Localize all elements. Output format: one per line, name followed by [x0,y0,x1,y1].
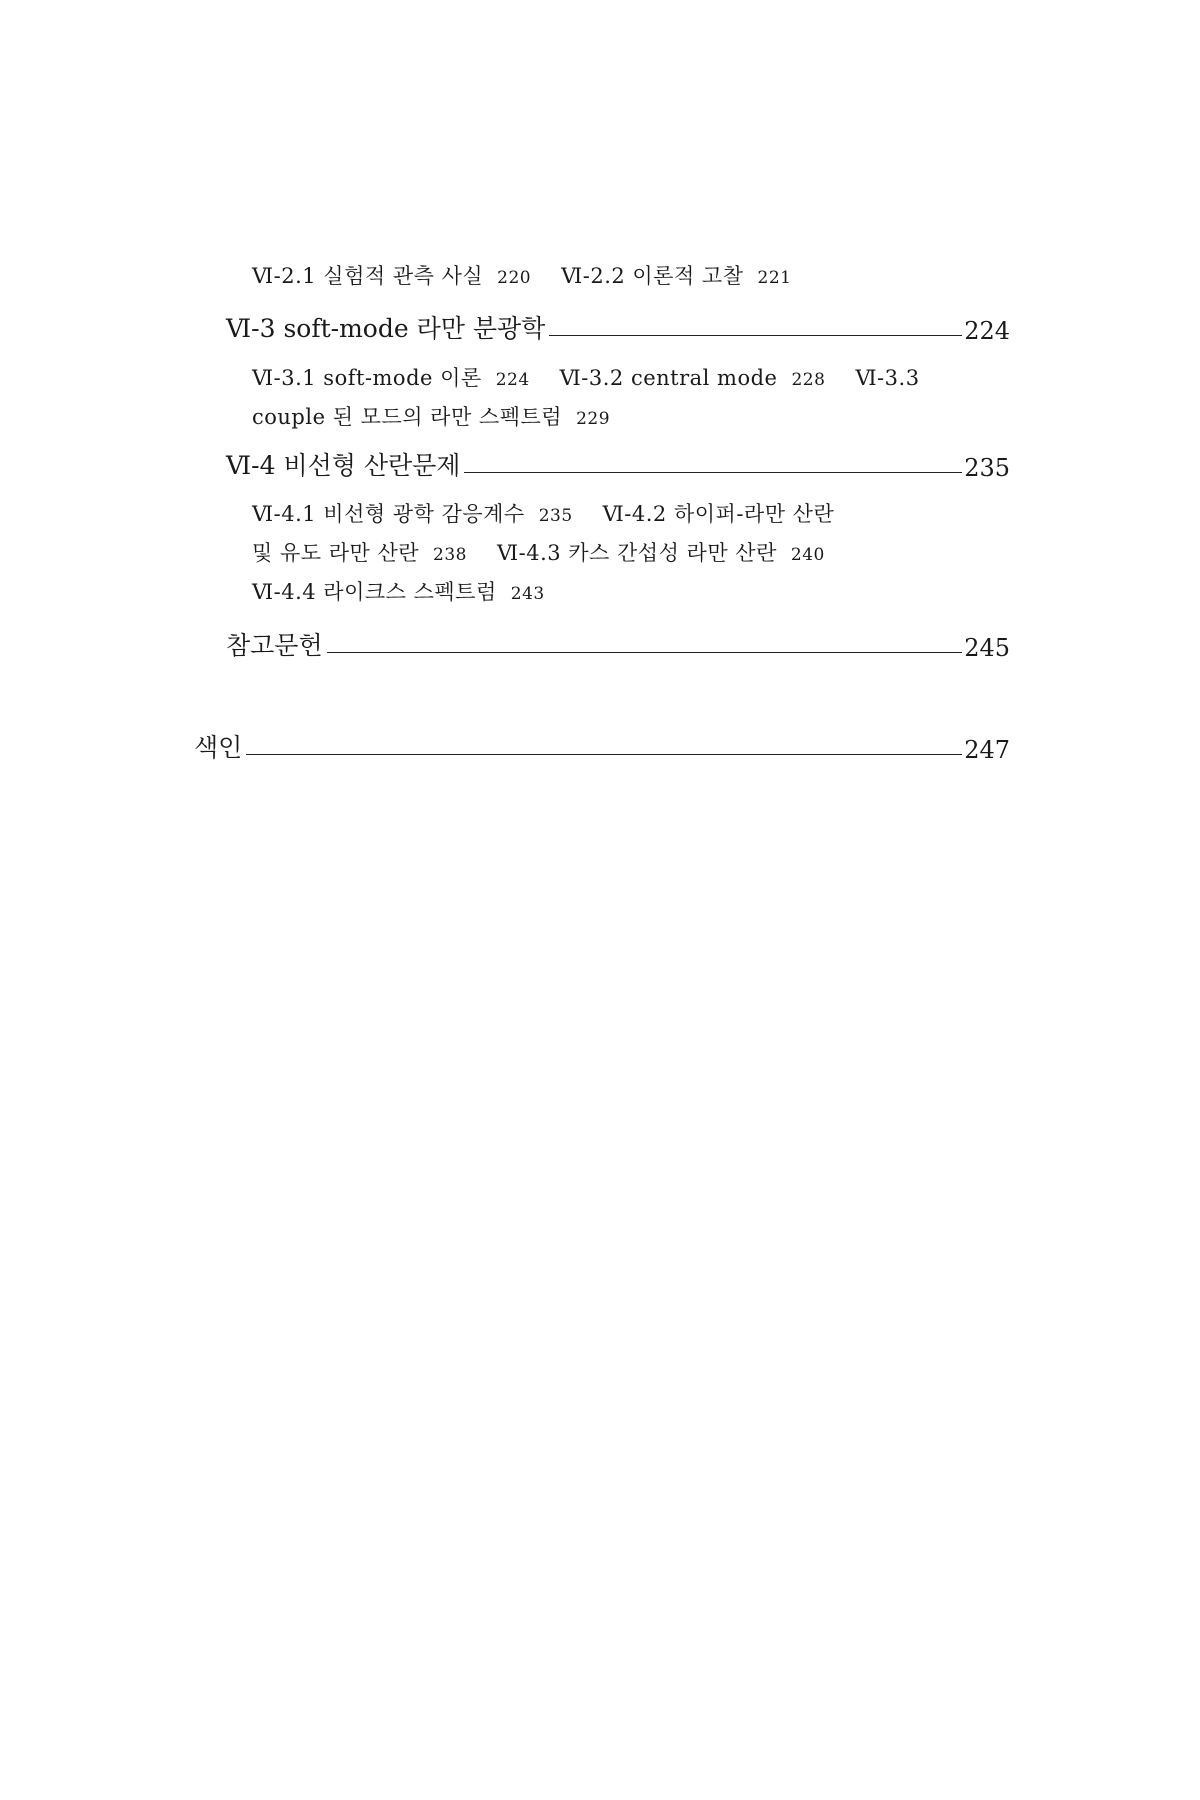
toc-subsection-label: Ⅵ-4.3 카스 간섭성 라만 산란 [496,541,777,565]
toc-subsection-block-vi-3 [252,360,972,438]
toc-subsection-label: Ⅵ-3.2 central mode [559,366,778,390]
toc-subsection-page: 235 [538,506,573,526]
toc-entry-title: Ⅵ-3 soft-mode 라만 분광학 [226,314,546,343]
toc-subsection-line [252,496,972,535]
toc-subsection-label: Ⅵ-2.1 실험적 관측 사실 [252,264,484,288]
toc-entry-page: 245 [964,634,1010,662]
toc-subsection-line [252,535,972,574]
toc-subsection-page: 228 [791,370,826,390]
toc-entry-page: 235 [964,454,1010,482]
toc-entry-references [226,626,1010,662]
toc-subsection-label: couple 된 모드의 라만 스펙트럼 [252,405,563,429]
toc-subsection-label: Ⅵ-3.1 soft-mode 이론 [252,366,482,390]
toc-subsection-line [252,360,972,399]
toc-entry-page: 224 [964,317,1010,345]
toc-subsection-page: 238 [433,545,467,565]
toc-entry-vi-4 [226,446,1010,482]
toc-subsection-page: 243 [510,584,545,604]
toc-leader-rule [549,335,962,336]
toc-leader-rule [327,652,963,653]
toc-entry-title: 색인 [194,733,243,762]
toc-subsection-label: Ⅵ-3.3 [855,366,920,390]
toc-subsection-label: 및 유도 라만 산란 [252,541,420,565]
toc-leader-rule [464,472,962,473]
toc-subsection-block-vi-2 [252,258,972,297]
toc-subsection-line [252,258,972,297]
toc-subsection-block-vi-4 [252,496,972,613]
toc-subsection-page: 221 [757,268,792,288]
toc-subsection-label: Ⅵ-4.1 비선형 광학 감응계수 [252,502,525,526]
toc-entry-title: 참고문헌 [226,631,323,660]
toc-entry-index [194,728,1010,764]
toc-subsection-page: 220 [497,268,532,288]
toc-subsection-page: 224 [495,370,530,390]
toc-entry-page: 247 [964,736,1010,764]
toc-subsection-label: Ⅵ-4.4 라이크스 스펙트럼 [252,580,497,604]
toc-subsection-page: 240 [790,545,825,565]
toc-subsection-label: Ⅵ-2.2 이론적 고찰 [561,264,744,288]
toc-subsection-line [252,574,972,613]
toc-subsection-line [252,399,972,438]
toc-entry-vi-3 [226,309,1010,345]
toc-subsection-label: Ⅵ-4.2 하이퍼-라만 산란 [602,502,835,526]
toc-subsection-page: 229 [576,409,611,429]
toc-entry-title: Ⅵ-4 비선형 산란문제 [226,451,461,480]
toc-leader-rule [246,754,962,755]
